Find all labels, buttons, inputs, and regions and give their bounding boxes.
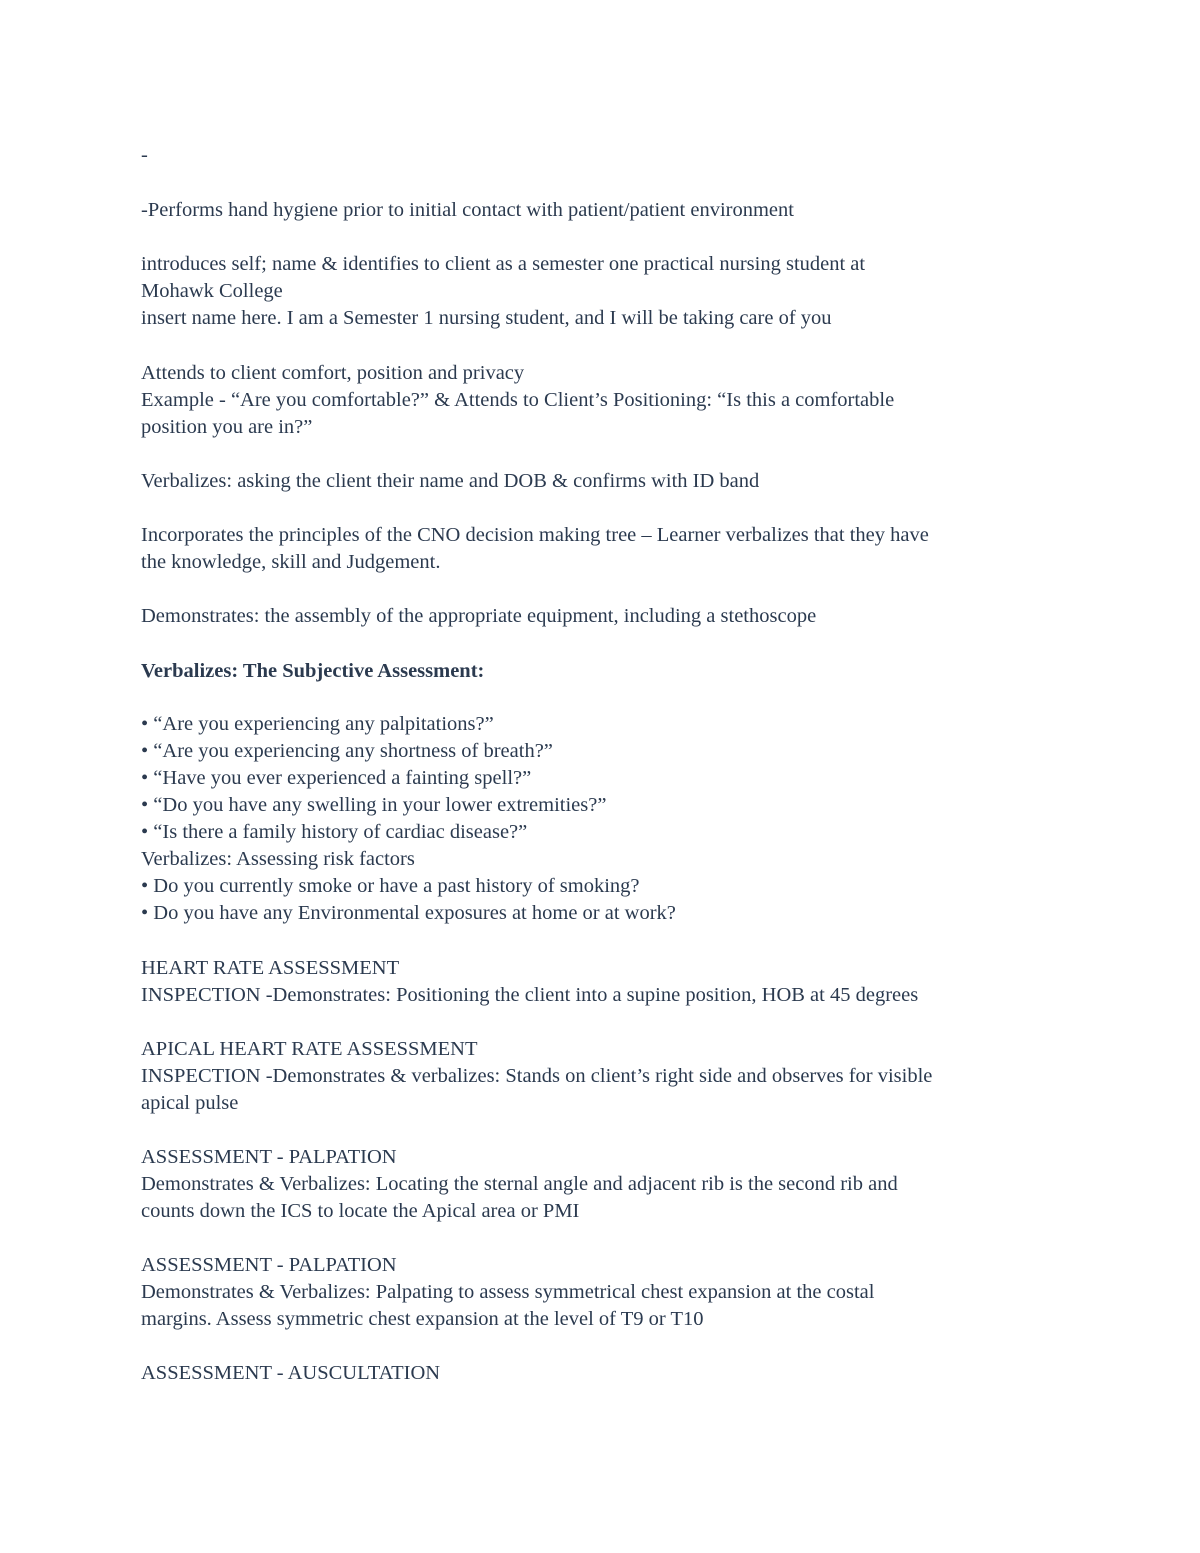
subjective-bullet-5: • “Is there a family history of cardiac disease?” bbox=[141, 821, 528, 843]
hand-hygiene-text: -Performs hand hygiene prior to initial contact with patient/patient environment bbox=[141, 199, 794, 221]
dash-text: - bbox=[141, 144, 148, 166]
auscultation-heading: ASSESSMENT - AUSCULTATION bbox=[141, 1362, 441, 1384]
risk-heading: Verbalizes: Assessing risk factors bbox=[141, 848, 415, 870]
heart-rate-line-1: INSPECTION -Demonstrates: Positioning the client into a supine position, HOB at 45 degrees bbox=[141, 984, 919, 1006]
apical-line-2: apical pulse bbox=[141, 1092, 239, 1114]
subjective-bullet-4: • “Do you have any swelling in your lower extremities?” bbox=[141, 794, 607, 816]
risk-bullet-1: • Do you currently smoke or have a past history of smoking? bbox=[141, 875, 640, 897]
cno-line-2: the knowledge, skill and Judgement. bbox=[141, 551, 441, 573]
subjective-heading-block bbox=[141, 658, 1081, 685]
subjective-bullet-3: • “Have you ever experienced a fainting spell?” bbox=[141, 767, 532, 789]
apical-section bbox=[141, 1036, 1081, 1117]
introduces-line-2: Mohawk College bbox=[141, 280, 283, 302]
palpation-2-line-2: margins. Assess symmetric chest expansion at the level of T9 or T10 bbox=[141, 1308, 704, 1330]
introduces-paragraph bbox=[141, 251, 1081, 332]
verbalizes-id-text: Verbalizes: asking the client their name and DOB & confirms with ID band bbox=[141, 470, 760, 492]
palpation-1-heading: ASSESSMENT - PALPATION bbox=[141, 1146, 397, 1168]
equipment-paragraph bbox=[141, 603, 1081, 630]
palpation-2-line-1: Demonstrates & Verbalizes: Palpating to assess symmetrical chest expansion at the costal bbox=[141, 1281, 875, 1303]
verbalizes-id-paragraph bbox=[141, 468, 1081, 495]
hand-hygiene-paragraph bbox=[141, 197, 1081, 224]
equipment-text: Demonstrates: the assembly of the appropriate equipment, including a stethoscope bbox=[141, 605, 817, 627]
heart-rate-section bbox=[141, 955, 1081, 1009]
subjective-bullet-2: • “Are you experiencing any shortness of breath?” bbox=[141, 740, 553, 762]
comfort-line-1: Attends to client comfort, position and privacy bbox=[141, 362, 525, 384]
cno-line-1: Incorporates the principles of the CNO decision making tree – Learner verbalizes that they have bbox=[141, 524, 929, 546]
palpation-2-heading: ASSESSMENT - PALPATION bbox=[141, 1254, 397, 1276]
comfort-line-2: Example - “Are you comfortable?” & Attends to Client’s Positioning: “Is this a comfortable bbox=[141, 389, 895, 411]
palpation-1-line-1: Demonstrates & Verbalizes: Locating the sternal angle and adjacent rib is the second rib and bbox=[141, 1173, 898, 1195]
palpation-section-2 bbox=[141, 1252, 1081, 1333]
auscultation-section bbox=[141, 1360, 1081, 1387]
subjective-list bbox=[141, 711, 1081, 927]
comfort-line-3: position you are in?” bbox=[141, 416, 313, 438]
cno-paragraph bbox=[141, 522, 1081, 576]
heart-rate-heading: HEART RATE ASSESSMENT bbox=[141, 957, 400, 979]
comfort-paragraph bbox=[141, 360, 1081, 441]
palpation-section-1 bbox=[141, 1144, 1081, 1225]
risk-bullet-2: • Do you have any Environmental exposures at home or at work? bbox=[141, 902, 676, 924]
dash-line bbox=[141, 142, 1081, 169]
apical-heading: APICAL HEART RATE ASSESSMENT bbox=[141, 1038, 478, 1060]
introduces-line-3: insert name here. I am a Semester 1 nursing student, and I will be taking care of you bbox=[141, 307, 832, 329]
apical-line-1: INSPECTION -Demonstrates & verbalizes: Stands on client’s right side and observes for visible bbox=[141, 1065, 933, 1087]
subjective-bullet-1: • “Are you experiencing any palpitations?” bbox=[141, 713, 494, 735]
subjective-heading: Verbalizes: The Subjective Assessment: bbox=[141, 660, 485, 682]
introduces-line-1: introduces self; name & identifies to client as a semester one practical nursing student at bbox=[141, 253, 866, 275]
palpation-1-line-2: counts down the ICS to locate the Apical area or PMI bbox=[141, 1200, 580, 1222]
